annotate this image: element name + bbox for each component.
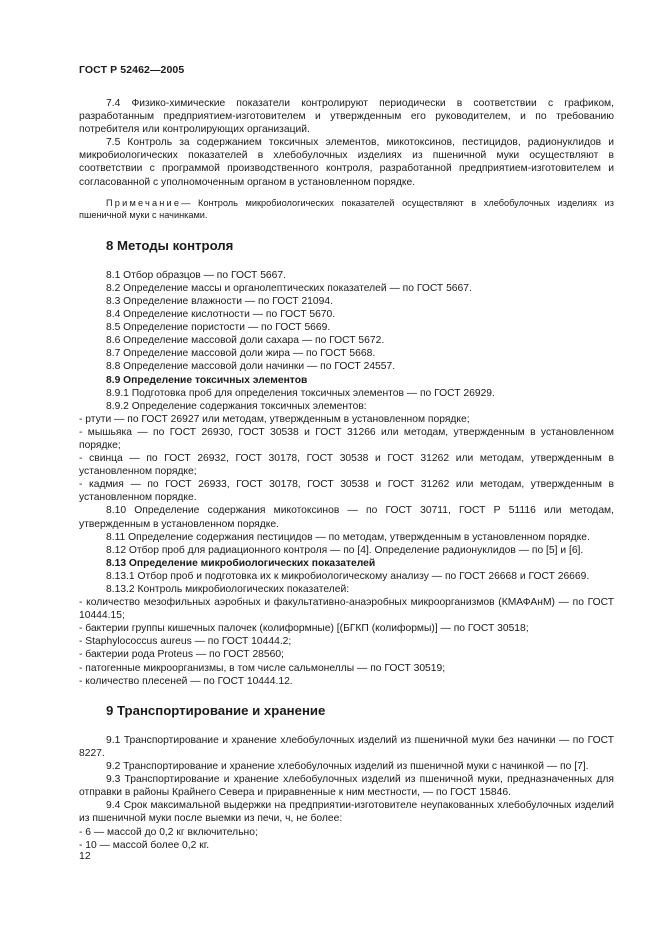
list-item-mass-large: - 10 — массой более 0,2 кг. xyxy=(79,839,210,851)
list-item-kmafanm: - количество мезофильных аэробных и факультативно-анаэробных микроорганизмов (КМАФАнМ) — по ГОСТ 10444.15; xyxy=(79,597,614,622)
paragraph-9-3: 9.3 Транспортирование и хранение хлебобулочных изделий из пшеничной муки, предназначенных для отправки в районы Крайнего Севера и приравненные к ним местности, — по ГОСТ 15846. xyxy=(79,774,614,799)
paragraph-7-5: 7.5 Контроль за содержанием токсичных элементов, микотоксинов, пестицидов, радионуклидов и микробиологических показателей в хлебобулочных изделиях из пшеничной муки осуществляют в соответствии с программой производственного контроля, разработанной предприятием-изготовителем и согласованной с уполномоченным органом в установленном порядке. xyxy=(79,137,614,188)
paragraph-7-4: 7.4 Физико-химические показатели контролируют периодически в соответствии с графиком, разработанным предприятием-изготовителем и утвержденным его руководителем, и по требованию потребителя или контролирующих организаций. xyxy=(79,98,614,136)
list-item-pathogens: - патогенные микроорганизмы, в том числе сальмонеллы — по ГОСТ 30519; xyxy=(79,662,446,674)
list-item-cadmium: - кадмия — по ГОСТ 26933, ГОСТ 30178, ГОСТ 30538 и ГОСТ 31262 или методам, утвержденным в установленном порядке. xyxy=(79,479,614,504)
paragraph-8-10: 8.10 Определение содержания микотоксинов — по ГОСТ 30711, ГОСТ Р 51116 или методам, утвержденным в установленном порядке. xyxy=(79,505,614,530)
paragraph-8-9-1: 8.9.1 Подготовка проб для определения токсичных элементов — по ГОСТ 26929. xyxy=(106,387,495,399)
list-item-bgkp: - бактерии группы кишечных палочек (колиформные) [(БГКП (колиформы)] — по ГОСТ 30518; xyxy=(79,623,529,635)
paragraph-9-4: 9.4 Срок максимальной выдержки на предприятии-изготовителе неупакованных хлебобулочных изделий из пшеничной муки после выемки из печи, ч, не более: xyxy=(79,800,614,825)
section-8-heading: 8 Методы контроля xyxy=(106,237,234,253)
paragraph-8-12: 8.12 Отбор проб для радиационного контроля — по [4]. Определение радионуклидов — по [5] и [6]. xyxy=(106,544,584,556)
paragraph-8-2: 8.2 Определение массы и органолептических показателей — по ГОСТ 5667. xyxy=(106,282,472,294)
paragraph-8-11: 8.11 Определение содержания пестицидов — по методам, утвержденным в установленном порядке. xyxy=(106,531,590,543)
paragraph-8-13-2: 8.13.2 Контроль микробиологических показателей: xyxy=(106,584,350,595)
list-item-proteus: - бактерии рода Proteus — по ГОСТ 28560; xyxy=(79,649,284,661)
paragraph-8-9-2: 8.9.2 Определение содержания токсичных элементов: xyxy=(106,400,367,412)
paragraph-8-5: 8.5 Определение пористости — по ГОСТ 5669. xyxy=(106,322,331,334)
paragraph-8-7: 8.7 Определение массовой доли жира — по ГОСТ 5668. xyxy=(106,348,376,360)
list-item-molds: - количество плесеней — по ГОСТ 10444.12. xyxy=(79,675,293,687)
paragraph-8-1: 8.1 Отбор образцов — по ГОСТ 5667. xyxy=(106,269,286,281)
paragraph-8-8: 8.8 Определение массовой доли начинки — по ГОСТ 24557. xyxy=(106,361,396,373)
subsection-8-13-heading: 8.13 Определение микробиологических показателей xyxy=(106,557,376,569)
paragraph-8-6: 8.6 Определение массовой доли сахара — по ГОСТ 5672. xyxy=(106,335,385,347)
list-item-mercury: - ртути — по ГОСТ 26927 или методам, утвержденным в установленном порядке; xyxy=(79,413,470,425)
paragraph-8-13-1: 8.13.1 Отбор проб и подготовка их к микробиологическому анализу — по ГОСТ 26668 и ГОСТ 26669. xyxy=(106,570,590,582)
list-item-mass-small: - 6 — массой до 0,2 кг включительно; xyxy=(79,826,258,838)
list-item-arsenic: - мышьяка — по ГОСТ 26930, ГОСТ 30538 и ГОСТ 31266 или методам, утвержденным в установленном порядке; xyxy=(79,426,614,451)
paragraph-8-4: 8.4 Определение кислотности — по ГОСТ 5670. xyxy=(106,309,336,321)
list-item-lead: - свинца — по ГОСТ 26932, ГОСТ 30178, ГОСТ 30538 и ГОСТ 31262 или методам, утвержденным в установленном порядке; xyxy=(79,453,614,478)
paragraph-9-1: 9.1 Транспортирование и хранение хлебобулочных изделий из пшеничной муки без начинки — по ГОСТ 8227. xyxy=(79,734,614,759)
section-9-heading: 9 Транспортирование и хранение xyxy=(106,702,326,718)
subsection-8-9-heading: 8.9 Определение токсичных элементов xyxy=(106,374,308,386)
note xyxy=(79,197,614,221)
document-code-header: ГОСТ Р 52462—2005 xyxy=(79,64,185,76)
page-body xyxy=(79,97,614,852)
paragraph-9-2: 9.2 Транспортирование и хранение хлебобулочных изделий из пшеничной муки с начинкой — по [7]. xyxy=(106,761,589,773)
paragraph-8-3: 8.3 Определение влажности — по ГОСТ 21094. xyxy=(106,295,333,307)
note-text: — Контроль микробиологических показателей осуществляют в хлебобулочных изделиях из пшеничной муки с начинками. xyxy=(79,197,614,220)
list-item-staphylococcus: - Staphylococcus aureus — по ГОСТ 10444.2; xyxy=(79,636,292,648)
page-number: 12 xyxy=(79,850,91,862)
note-label: Примечание xyxy=(106,197,182,208)
